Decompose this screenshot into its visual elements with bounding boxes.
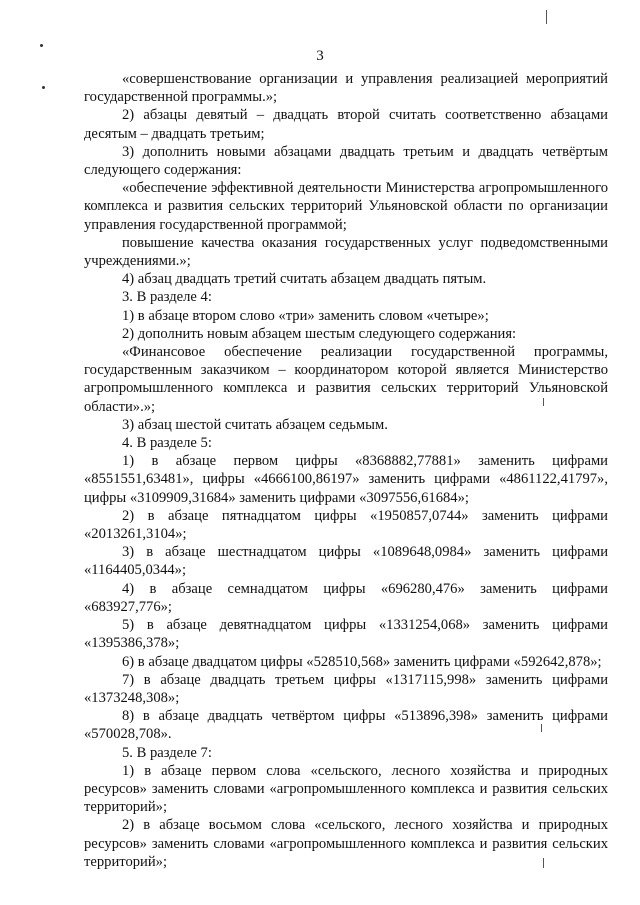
- paragraph-18: 6) в абзаце двадцатом цифры «528510,568» заменить цифрами «592642,878»;: [122, 653, 602, 670]
- scan-mark: [543, 858, 544, 868]
- paragraph-9: 2) дополнить новым абзацем шестым следующего содержания:: [122, 325, 517, 342]
- paragraph-21: 5. В разделе 7:: [122, 744, 212, 761]
- paragraph-22: 1) в абзаце первом слова «сельского, лесного хозяйства и природных ресурсов» заменить словами «агропромышленного комплекса и развития сельских территорий»;: [84, 762, 608, 816]
- document-body: [84, 70, 608, 871]
- scan-speck: [40, 44, 43, 47]
- paragraph-16: 4) в абзаце семнадцатом цифры «696280,476» заменить цифрами «683927,776»;: [84, 580, 608, 615]
- paragraph-8: 1) в абзаце втором слово «три» заменить словом «четыре»;: [122, 307, 489, 324]
- paragraph-19: 7) в абзаце двадцать третьем цифры «1317115,998» заменить цифрами «1373248,308»;: [84, 671, 608, 706]
- scan-mark: [546, 10, 547, 24]
- paragraph-23: 2) в абзаце восьмом слова «сельского, лесного хозяйства и природных ресурсов» заменить словами «агропромышленного комплекса и развития сельских территорий»;: [84, 817, 608, 870]
- scan-speck: [42, 86, 45, 89]
- paragraph-6: 4) абзац двадцать третий считать абзацем двадцать пятым.: [122, 271, 487, 288]
- paragraph-5: повышение качества оказания государственных услуг подведомственными учреждениями.»;: [84, 234, 608, 270]
- scan-mark: [543, 398, 544, 406]
- paragraph-13: 1) в абзаце первом цифры «8368882,77881» заменить цифрами «8551551,63481», цифры «4666100,86197» заменить цифрами «4861122,41797», цифры «3109909,31684» заменить цифрами «3097556,61684»;: [84, 453, 608, 506]
- paragraph-3: 3) дополнить новыми абзацами двадцать третьим и двадцать четвёртым следующего содержания:: [84, 143, 608, 179]
- paragraph-15: 3) в абзаце шестнадцатом цифры «1089648,0984» заменить цифрами «1164405,0344»;: [84, 544, 608, 579]
- paragraph-7: 3. В разделе 4:: [122, 289, 212, 306]
- scan-mark: [541, 724, 542, 732]
- paragraph-4: «обеспечение эффективной деятельности Министерства агропромышленного комплекса и развития сельских территорий Ульяновской области по организации управления государственной программой;: [84, 180, 608, 233]
- paragraph-20: 8) в абзаце двадцать четвёртом цифры «513896,398» заменить цифрами «570028,708».: [84, 708, 608, 743]
- paragraph-17: 5) в абзаце девятнадцатом цифры «1331254,068» заменить цифрами «1395386,378»;: [84, 617, 608, 652]
- paragraph-2: 2) абзацы девятый – двадцать второй считать соответственно абзацами десятым – двадцать третьим;: [84, 107, 608, 142]
- paragraph-11: 3) абзац шестой считать абзацем седьмым.: [122, 416, 388, 433]
- paragraph-12: 4. В разделе 5:: [122, 435, 212, 452]
- paragraph-10: «Финансовое обеспечение реализации государственной программы, государственным заказчиком – координатором которой является Министерство агропромышленного комплекса и развития сельских территорий Ульяновской области».»;: [84, 344, 608, 415]
- paragraph-14: 2) в абзаце пятнадцатом цифры «1950857,0744» заменить цифрами «2013261,3104»;: [84, 507, 608, 543]
- page-number: 3: [316, 48, 324, 64]
- paragraph-1: «совершенствование организации и управления реализацией мероприятий государственной программы.»;: [84, 71, 608, 106]
